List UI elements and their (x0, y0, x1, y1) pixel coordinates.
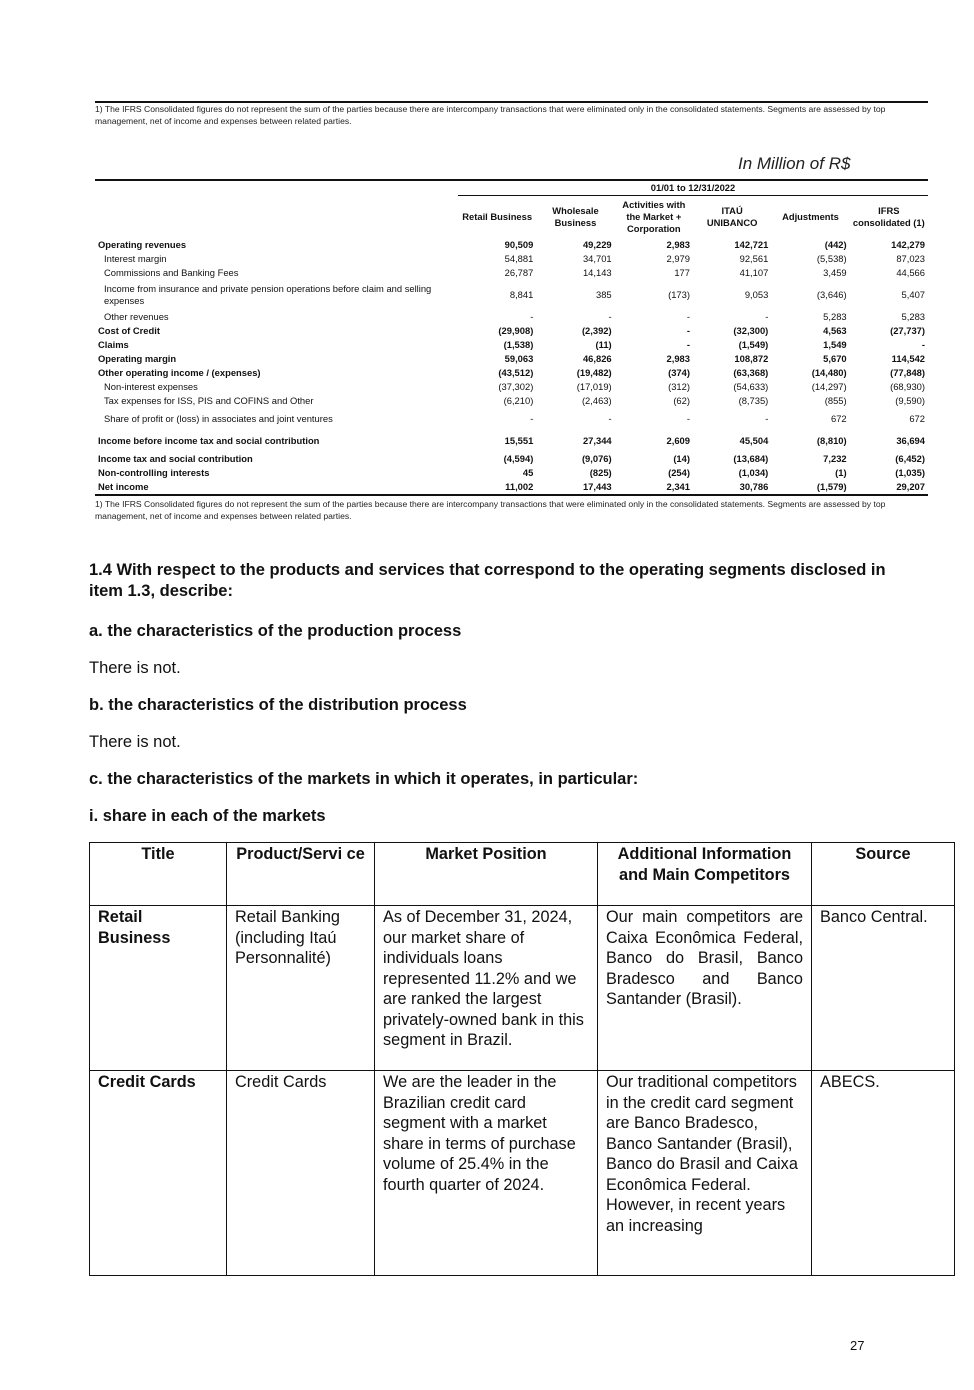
row-label: Commissions and Banking Fees (104, 267, 239, 278)
header-source: Source (812, 843, 955, 906)
item-b-text: There is not. (89, 733, 181, 751)
row-value: - (686, 413, 690, 424)
row-value: (1,034) (738, 467, 769, 478)
table-row (95, 408, 928, 430)
row-value: 2,979 (666, 253, 690, 264)
column-header: ITAÚ UNIBANCO (706, 205, 758, 228)
row-value: (254) (668, 467, 690, 478)
row-value: (63,368) (733, 367, 769, 378)
table-row (95, 480, 928, 495)
row-value: 44,566 (896, 267, 925, 278)
row-value: 5,407 (901, 289, 925, 300)
row-value: (13,684) (733, 453, 769, 464)
row-value: 30,786 (693, 480, 771, 495)
row-label: Operating margin (98, 353, 177, 364)
header-additional-info: Additional Information and Main Competitors (598, 843, 812, 906)
row-title: Credit Cards (90, 1071, 227, 1276)
row-label: Share of profit or (loss) in associates and joint ventures (104, 413, 333, 424)
row-label: Operating revenues (98, 239, 187, 250)
row-value: (1,035) (895, 467, 925, 478)
row-value: (2,392) (581, 325, 612, 336)
row-value: 114,542 (891, 353, 925, 364)
table-footnote: 1) The IFRS Consolidated figures do not represent the sum of the parties because there are intercompany transactions that were eliminated only in the consolidated statements. Segments are assessed by top management, net of income and expenses between related parties. (95, 499, 886, 521)
row-value: 9,053 (744, 289, 769, 300)
table-row (95, 338, 928, 352)
row-value: (1,538) (503, 339, 534, 350)
row-value: (14,480) (811, 367, 847, 378)
row-label: Net income (95, 480, 458, 495)
row-value: (17,019) (576, 381, 612, 392)
item-a-heading: a. the characteristics of the production process (89, 622, 462, 640)
row-value: 4,563 (823, 325, 847, 336)
row-value: (8,810) (816, 435, 847, 446)
row-value: (2,463) (581, 395, 612, 406)
row-value: - (765, 413, 769, 424)
row-value: 14,143 (582, 267, 612, 278)
row-position: As of December 31, 2024, our market share of individuals loans represented 11.2% and we are ranked the largest privately-owned bank in this segment in Brazil. (375, 906, 598, 1071)
table-row (90, 1071, 955, 1276)
row-value: 36,694 (896, 435, 925, 446)
row-value: (173) (668, 289, 690, 300)
table-row (95, 366, 928, 380)
row-value: 87,023 (896, 253, 925, 264)
row-value: 54,881 (504, 253, 534, 264)
row-value: - (921, 339, 925, 350)
row-value: 5,670 (823, 353, 847, 364)
row-value: (14) (673, 453, 690, 464)
table-row (95, 394, 928, 408)
row-value: 1,549 (823, 339, 847, 350)
table-row (95, 452, 928, 466)
row-value: 41,107 (739, 267, 769, 278)
row-value: 142,279 (891, 239, 925, 250)
row-value: 2,341 (615, 480, 693, 495)
table-row (95, 380, 928, 394)
period-header: 01/01 to 12/31/2022 (458, 181, 928, 196)
row-value: (1,579) (771, 480, 849, 495)
row-value: 59,063 (504, 353, 534, 364)
row-value: (54,633) (733, 381, 769, 392)
table-row (95, 466, 928, 480)
row-value: - (765, 311, 769, 322)
row-value: (29,908) (498, 325, 534, 336)
row-value: (37,302) (498, 381, 534, 392)
row-value: (27,737) (890, 325, 925, 336)
row-product: Retail Banking (including Itaú Personnalité) (227, 906, 375, 1071)
row-value: 27,344 (582, 435, 612, 446)
row-value: 46,826 (582, 353, 612, 364)
row-value: (825) (589, 467, 612, 478)
table-row (95, 324, 928, 338)
row-label: Interest margin (104, 253, 167, 264)
row-value: (8,735) (738, 395, 769, 406)
column-header: Adjustments (782, 211, 839, 222)
row-value: 29,207 (850, 480, 928, 495)
row-value: 45,504 (739, 435, 769, 446)
row-title: Retail Business (90, 906, 227, 1071)
row-value: - (686, 311, 690, 322)
table-row (95, 280, 928, 310)
page-number: 27 (850, 1338, 865, 1353)
row-label: Claims (98, 339, 129, 350)
row-value: 45 (522, 467, 534, 478)
row-value: (374) (668, 367, 690, 378)
row-value: (4,594) (503, 453, 534, 464)
row-value: (32,300) (733, 325, 769, 336)
row-product: Credit Cards (227, 1071, 375, 1276)
row-source: ABECS. (812, 1071, 955, 1276)
column-header: Activities with the Market + Corporation (622, 199, 686, 234)
row-value: (68,930) (890, 381, 925, 392)
row-value: 7,232 (823, 453, 847, 464)
row-value: 672 (830, 413, 847, 424)
row-info: Our traditional competitors in the credit card segment are Banco Bradesco, Banco Santander (Brasil), Banco do Brasil and Caixa Econômica Federal. However, in recent years an increasing (598, 1071, 812, 1276)
table-row (95, 430, 928, 452)
row-value: (9,076) (581, 453, 612, 464)
row-value: (312) (668, 381, 690, 392)
row-value: - (608, 413, 612, 424)
item-b-heading: b. the characteristics of the distribution process (89, 696, 467, 714)
row-value: - (530, 413, 534, 424)
row-value: 2,609 (666, 435, 690, 446)
row-info: Our main competitors are Caixa Econômica Federal, Banco do Brasil, Banco Bradesco and Banco Santander (Brasil). (598, 906, 812, 1071)
row-value: - (530, 311, 534, 322)
row-label: Income before income tax and social contribution (98, 435, 320, 446)
item-a-text: There is not. (89, 659, 181, 677)
row-value: 90,509 (504, 239, 534, 250)
header-title: Title (90, 843, 227, 906)
row-value: 26,787 (504, 267, 534, 278)
header-product: Product/Servi ce (227, 843, 375, 906)
row-label: Other revenues (104, 311, 169, 322)
unit-label: In Million of R$ (738, 154, 851, 173)
row-source: Banco Central. (812, 906, 955, 1071)
row-value: (442) (824, 239, 847, 250)
row-value: 2,983 (666, 353, 690, 364)
row-value: 108,872 (734, 353, 769, 364)
table-row (95, 352, 928, 366)
row-value: - (608, 311, 612, 322)
item-c-heading: c. the characteristics of the markets in which it operates, in particular: (89, 770, 639, 788)
row-value: 672 (909, 413, 925, 424)
financial-table (95, 179, 928, 496)
table-row (95, 266, 928, 280)
row-value: (855) (824, 395, 847, 406)
row-position: We are the leader in the Brazilian credit card segment with a market share in terms of purchase volume of 25.4% in the fourth quarter of 2024. (375, 1071, 598, 1276)
row-value: 15,551 (504, 435, 534, 446)
row-value: 5,283 (823, 311, 847, 322)
column-header: Wholesale Business (552, 205, 599, 228)
row-value: 385 (596, 289, 612, 300)
table-row (95, 238, 928, 252)
table-row (95, 310, 928, 324)
row-value: 142,721 (734, 239, 769, 250)
item-c-i-heading: i. share in each of the markets (89, 807, 326, 825)
row-label: Non-interest expenses (104, 381, 198, 392)
row-value: (1,549) (738, 339, 769, 350)
row-value: 3,459 (823, 267, 847, 278)
row-value: (11) (595, 339, 612, 350)
row-label: Cost of Credit (98, 325, 160, 336)
row-value: (3,646) (816, 289, 847, 300)
row-label: Tax expenses for ISS, PIS and COFINS and Other (104, 395, 314, 406)
column-header: Retail Business (462, 211, 533, 222)
row-value: 2,983 (666, 239, 690, 250)
row-label: Income tax and social contribution (98, 453, 253, 464)
row-value: 34,701 (582, 253, 612, 264)
row-value: (5,538) (816, 253, 847, 264)
row-value: 17,443 (536, 480, 614, 495)
row-value: (77,848) (890, 367, 925, 378)
top-footnote: 1) The IFRS Consolidated figures do not represent the sum of the parties because there are intercompany transactions that were eliminated only in the consolidated statements. Segments are assessed by top management, net of income and expenses between related parties. (95, 104, 886, 126)
market-share-table (89, 842, 955, 1276)
row-value: (1) (835, 467, 847, 478)
row-label: Other operating income / (expenses) (98, 367, 261, 378)
table-row (95, 252, 928, 266)
row-value: 5,283 (901, 311, 925, 322)
row-label: Non-controlling interests (98, 467, 210, 478)
row-value: (9,590) (895, 395, 925, 406)
row-value: (14,297) (811, 381, 847, 392)
table-row (90, 906, 955, 1071)
row-value: (43,512) (498, 367, 534, 378)
row-value: (19,482) (576, 367, 612, 378)
row-value: (6,452) (895, 453, 925, 464)
row-value: 8,841 (509, 289, 534, 300)
row-value: - (686, 325, 690, 336)
row-value: 11,002 (458, 480, 536, 495)
section-heading: 1.4 With respect to the products and services that correspond to the operating segments disclosed in item 1.3, describe: (89, 561, 886, 600)
row-value: 49,229 (582, 239, 612, 250)
row-label: Income from insurance and private pension operations before claim and selling expenses (104, 283, 432, 306)
row-value: - (686, 339, 690, 350)
row-value: 92,561 (739, 253, 769, 264)
column-header: IFRS consolidated (1) (852, 205, 925, 228)
row-value: (62) (673, 395, 690, 406)
row-value: (6,210) (503, 395, 534, 406)
header-market-position: Market Position (375, 843, 598, 906)
row-value: 177 (674, 267, 690, 278)
